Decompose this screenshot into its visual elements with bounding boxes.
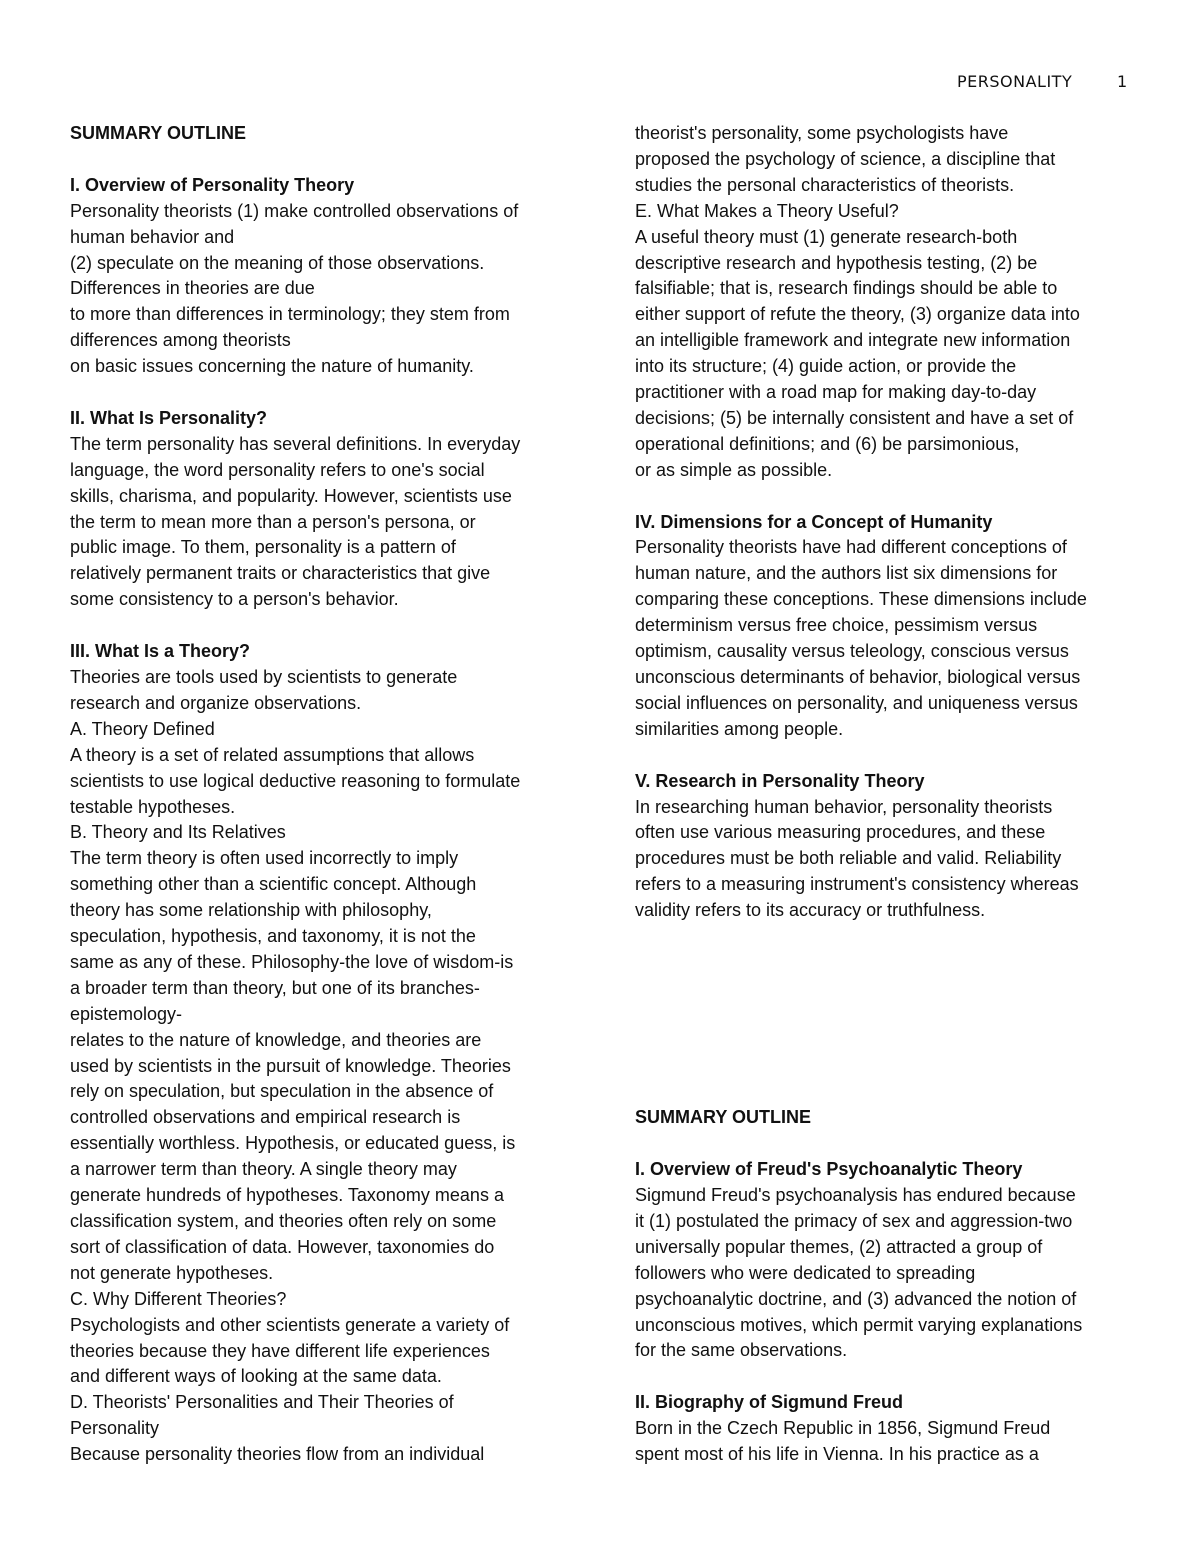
right-blank-line <box>635 1054 1145 1080</box>
right-text-line: In researching human behavior, personality theorists <box>635 796 1053 817</box>
right-text-line: unconscious determinants of behavior, biological versus <box>635 667 1081 688</box>
right-text-line: practitioner with a road map for making day-to-day <box>635 382 1037 403</box>
right-text-line: either support of refute the theory, (3) organize data into <box>635 304 1080 325</box>
right-blank-line <box>635 1028 1145 1054</box>
right-blank-line <box>635 950 1145 976</box>
left-text-line: controlled observations and empirical research is <box>70 1107 461 1128</box>
right-text-line: optimism, causality versus teleology, conscious versus <box>635 641 1069 662</box>
right-blank-line <box>635 924 1145 950</box>
right-text-line: comparing these conceptions. These dimensions include <box>635 589 1087 610</box>
right-text-line: similarities among people. <box>635 718 844 739</box>
right-text-line: often use various measuring procedures, and these <box>635 822 1046 843</box>
left-text-line: essentially worthless. Hypothesis, or educated guess, is <box>70 1133 516 1154</box>
right-blank-line <box>635 1131 1145 1157</box>
left-text-line: rely on speculation, but speculation in the absence of <box>70 1081 494 1102</box>
header-title: PERSONALITY <box>957 72 1073 91</box>
right-text-line: operational definitions; and (6) be parsimonious, <box>635 433 1020 454</box>
right-column <box>635 121 1145 1468</box>
left-text-line: same as any of these. Philosophy-the love of wisdom-is <box>70 951 514 972</box>
left-column <box>70 121 570 1468</box>
left-text-line: something other than a scientific concept. Although <box>70 874 477 895</box>
right-text-line: universally popular themes, (2) attracted a group of <box>635 1236 1043 1257</box>
right-text-line: A useful theory must (1) generate research-both <box>635 226 1018 247</box>
left-blank-line <box>70 380 570 406</box>
left-text-line: to more than differences in terminology; they stem from <box>70 304 510 325</box>
left-text-line: not generate hypotheses. <box>70 1262 274 1283</box>
page-header <box>957 72 1128 91</box>
left-text-line: sort of classification of data. However, taxonomies do <box>70 1236 495 1257</box>
right-blank-line <box>635 484 1145 510</box>
left-text-line: A theory is a set of related assumptions that allows <box>70 744 475 765</box>
left-text-line: epistemology- <box>70 1003 183 1024</box>
left-text-line: Because personality theories flow from an individual <box>70 1444 485 1465</box>
left-text-line: classification system, and theories often rely on some <box>70 1211 497 1232</box>
left-text-line: (2) speculate on the meaning of those observations. <box>70 252 485 273</box>
left-text-line: some consistency to a person's behavior. <box>70 589 399 610</box>
right-section-heading: I. Overview of Freud's Psychoanalytic Theory <box>635 1159 1023 1180</box>
left-text-line: testable hypotheses. <box>70 796 236 817</box>
left-text-line: generate hundreds of hypotheses. Taxonomy means a <box>70 1185 504 1206</box>
right-text-line: Born in the Czech Republic in 1856, Sigmund Freud <box>635 1418 1051 1439</box>
left-text-line: Personality theorists (1) make controlled observations of <box>70 200 519 221</box>
right-section-heading: V. Research in Personality Theory <box>635 770 925 791</box>
right-text-line: for the same observations. <box>635 1340 848 1361</box>
left-text-line: theories because they have different life experiences <box>70 1340 490 1361</box>
left-text-line: on basic issues concerning the nature of humanity. <box>70 356 474 377</box>
left-text-line: The term personality has several definitions. In everyday <box>70 433 521 454</box>
left-section-heading: III. What Is a Theory? <box>70 641 251 662</box>
left-text-line: and different ways of looking at the same data. <box>70 1366 442 1387</box>
right-text-line: social influences on personality, and uniqueness versus <box>635 692 1078 713</box>
right-blank-line <box>635 1002 1145 1028</box>
right-text-line: decisions; (5) be internally consistent and have a set of <box>635 407 1074 428</box>
left-section-heading: SUMMARY OUTLINE <box>70 123 247 143</box>
right-text-line: proposed the psychology of science, a discipline that <box>635 148 1056 169</box>
right-text-line: it (1) postulated the primacy of sex and aggression-two <box>635 1210 1073 1231</box>
left-section-heading: II. What Is Personality? <box>70 407 268 428</box>
right-text-line: studies the personal characteristics of theorists. <box>635 174 1015 195</box>
right-blank-line <box>635 743 1145 769</box>
left-text-line: Personality <box>70 1418 160 1439</box>
left-text-line: scientists to use logical deductive reasoning to formulate <box>70 770 521 791</box>
left-blank-line <box>70 147 570 173</box>
right-text-line: theorist's personality, some psychologists have <box>635 123 1009 143</box>
right-section-heading: II. Biography of Sigmund Freud <box>635 1392 903 1413</box>
left-text-line: The term theory is often used incorrectly to imply <box>70 848 459 869</box>
page-number: 1 <box>1117 72 1128 91</box>
left-text-line: A. Theory Defined <box>70 718 215 739</box>
left-text-line: language, the word personality refers to one's social <box>70 459 485 480</box>
left-blank-line <box>70 613 570 639</box>
right-text-line: procedures must be both reliable and valid. Reliability <box>635 848 1062 869</box>
right-text-line: validity refers to its accuracy or truthfulness. <box>635 900 986 921</box>
right-section-heading: IV. Dimensions for a Concept of Humanity <box>635 511 993 532</box>
right-text-line: falsifiable; that is, research findings should be able to <box>635 278 1058 299</box>
right-section-heading: SUMMARY OUTLINE <box>635 1107 812 1128</box>
right-text-line: determinism versus free choice, pessimism versus <box>635 615 1038 636</box>
right-text-line: human nature, and the authors list six dimensions for <box>635 563 1058 584</box>
right-text-line: refers to a measuring instrument's consistency whereas <box>635 874 1079 895</box>
left-text-line: speculation, hypothesis, and taxonomy, it is not the <box>70 926 476 947</box>
left-text-line: differences among theorists <box>70 330 291 351</box>
right-text-line: psychoanalytic doctrine, and (3) advanced the notion of <box>635 1288 1077 1309</box>
right-text-line: spent most of his life in Vienna. In his practice as a <box>635 1444 1039 1465</box>
right-blank-line <box>635 1364 1145 1390</box>
left-text-line: used by scientists in the pursuit of knowledge. Theories <box>70 1055 511 1076</box>
right-text-line: into its structure; (4) guide action, or provide the <box>635 356 1017 377</box>
right-blank-line <box>635 976 1145 1002</box>
left-text-line: relates to the nature of knowledge, and theories are <box>70 1029 482 1050</box>
right-text-line: an intelligible framework and integrate new information <box>635 330 1071 351</box>
right-text-line: E. What Makes a Theory Useful? <box>635 200 899 221</box>
right-text-line: unconscious motives, which permit varying explanations <box>635 1314 1083 1335</box>
right-text-line: or as simple as possible. <box>635 459 833 480</box>
left-text-line: C. Why Different Theories? <box>70 1288 287 1309</box>
left-text-line: B. Theory and Its Relatives <box>70 822 286 843</box>
left-text-line: theory has some relationship with philosophy, <box>70 900 432 921</box>
right-text-line: followers who were dedicated to spreading <box>635 1262 976 1283</box>
left-text-line: skills, charisma, and popularity. However, scientists use <box>70 485 512 506</box>
left-text-line: a narrower term than theory. A single theory may <box>70 1159 457 1180</box>
left-text-line: public image. To them, personality is a pattern of <box>70 537 456 558</box>
left-text-line: Differences in theories are due <box>70 278 315 299</box>
left-text-line: the term to mean more than a person's persona, or <box>70 511 476 532</box>
right-text-line: Personality theorists have had different conceptions of <box>635 537 1067 558</box>
right-blank-line <box>635 1079 1145 1105</box>
left-text-line: a broader term than theory, but one of its branches- <box>70 977 480 998</box>
left-text-line: research and organize observations. <box>70 692 362 713</box>
left-text-line: relatively permanent traits or characteristics that give <box>70 563 491 584</box>
left-text-line: D. Theorists' Personalities and Their Theories of <box>70 1392 454 1413</box>
left-section-heading: I. Overview of Personality Theory <box>70 174 355 195</box>
right-text-line: descriptive research and hypothesis testing, (2) be <box>635 252 1038 273</box>
left-text-line: Psychologists and other scientists generate a variety of <box>70 1314 510 1335</box>
left-text-line: human behavior and <box>70 226 235 247</box>
right-text-line: Sigmund Freud's psychoanalysis has endured because <box>635 1185 1076 1205</box>
left-text-line: Theories are tools used by scientists to generate <box>70 666 458 687</box>
